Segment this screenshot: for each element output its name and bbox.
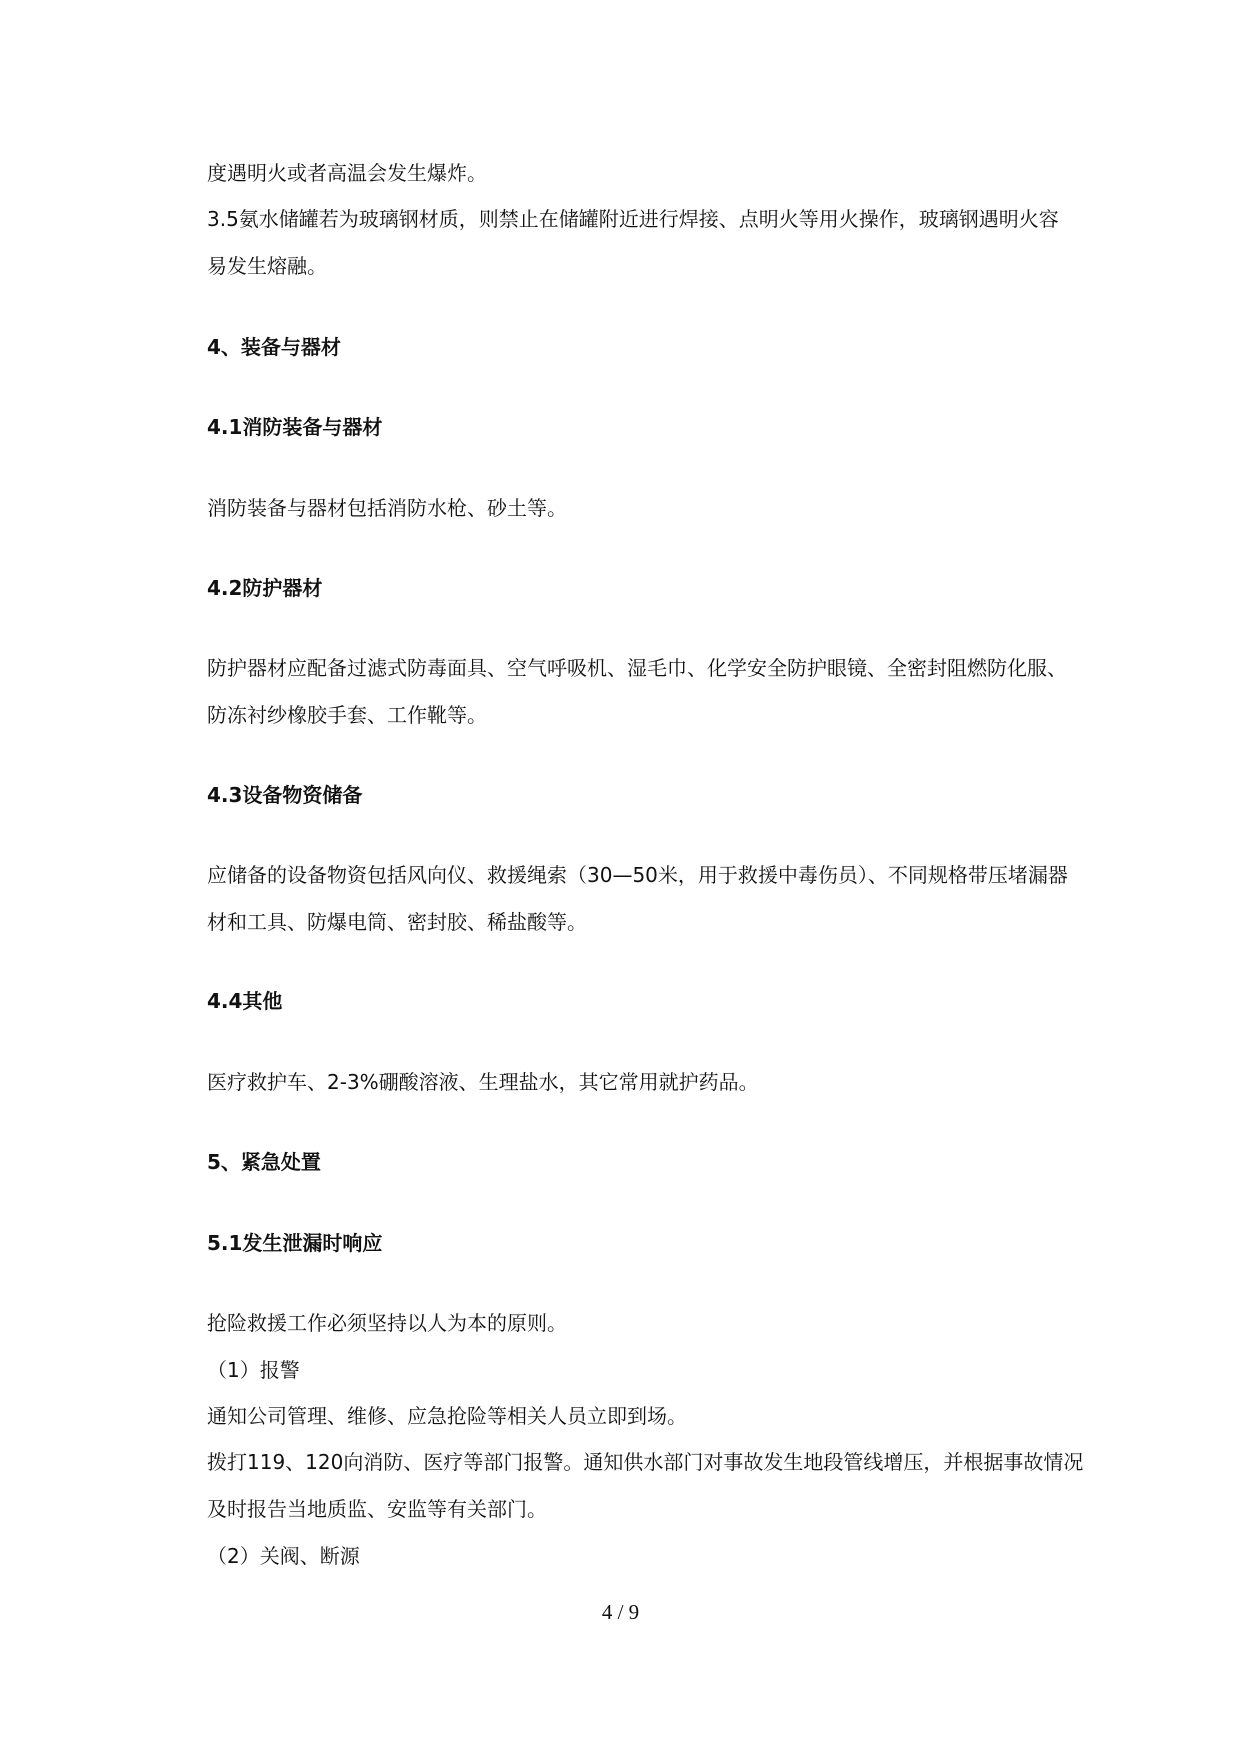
text-line: 防护器材应配备过滤式防毒面具、空气呼吸机、湿毛巾、化学安全防护眼镜、全密封阻燃防化服、 xyxy=(207,656,1067,680)
section-heading: 5、紧急处置 xyxy=(207,1150,321,1174)
text-line: （1）报警 xyxy=(207,1358,300,1382)
text-line: 通知公司管理、维修、应急抢险等相关人员立即到场。 xyxy=(207,1404,687,1428)
subsection-heading: 5.1发生泄漏时响应 xyxy=(207,1231,383,1255)
text-line: 材和工具、防爆电筒、密封胶、稀盐酸等。 xyxy=(207,910,587,934)
text-line: 应储备的设备物资包括风向仪、救援绳索（30—50米，用于救援中毒伤员）、不同规格带压堵漏器 xyxy=(207,863,1068,887)
text-line: 易发生熔融。 xyxy=(207,254,327,278)
text-line: 3.5氨水储罐若为玻璃钢材质，则禁止在储罐附近进行焊接、点明火等用火操作，玻璃钢遇明火容 xyxy=(207,207,1059,231)
section-heading: 4、装备与器材 xyxy=(207,335,341,359)
subsection-heading: 4.2防护器材 xyxy=(207,576,323,600)
text-line: 防冻衬纱橡胶手套、工作靴等。 xyxy=(207,703,487,727)
text-line: 医疗救护车、2-3%硼酸溶液、生理盐水，其它常用就护药品。 xyxy=(207,1070,759,1094)
text-line: 及时报告当地质监、安监等有关部门。 xyxy=(207,1497,547,1521)
subsection-heading: 4.3设备物资储备 xyxy=(207,783,363,807)
text-line: 抢险救援工作必须坚持以人为本的原则。 xyxy=(207,1311,567,1335)
subsection-heading: 4.4其他 xyxy=(207,989,283,1013)
subsection-heading: 4.1消防装备与器材 xyxy=(207,415,383,439)
text-line: 度遇明火或者高温会发生爆炸。 xyxy=(207,161,487,185)
text-line: 消防装备与器材包括消防水枪、砂土等。 xyxy=(207,496,567,520)
page-number: 4 / 9 xyxy=(601,1600,640,1624)
text-line: （2）关阀、断源 xyxy=(207,1544,360,1568)
text-line: 拨打119、120向消防、医疗等部门报警。通知供水部门对事故发生地段管线增压，并根据事故情况 xyxy=(207,1450,1084,1474)
